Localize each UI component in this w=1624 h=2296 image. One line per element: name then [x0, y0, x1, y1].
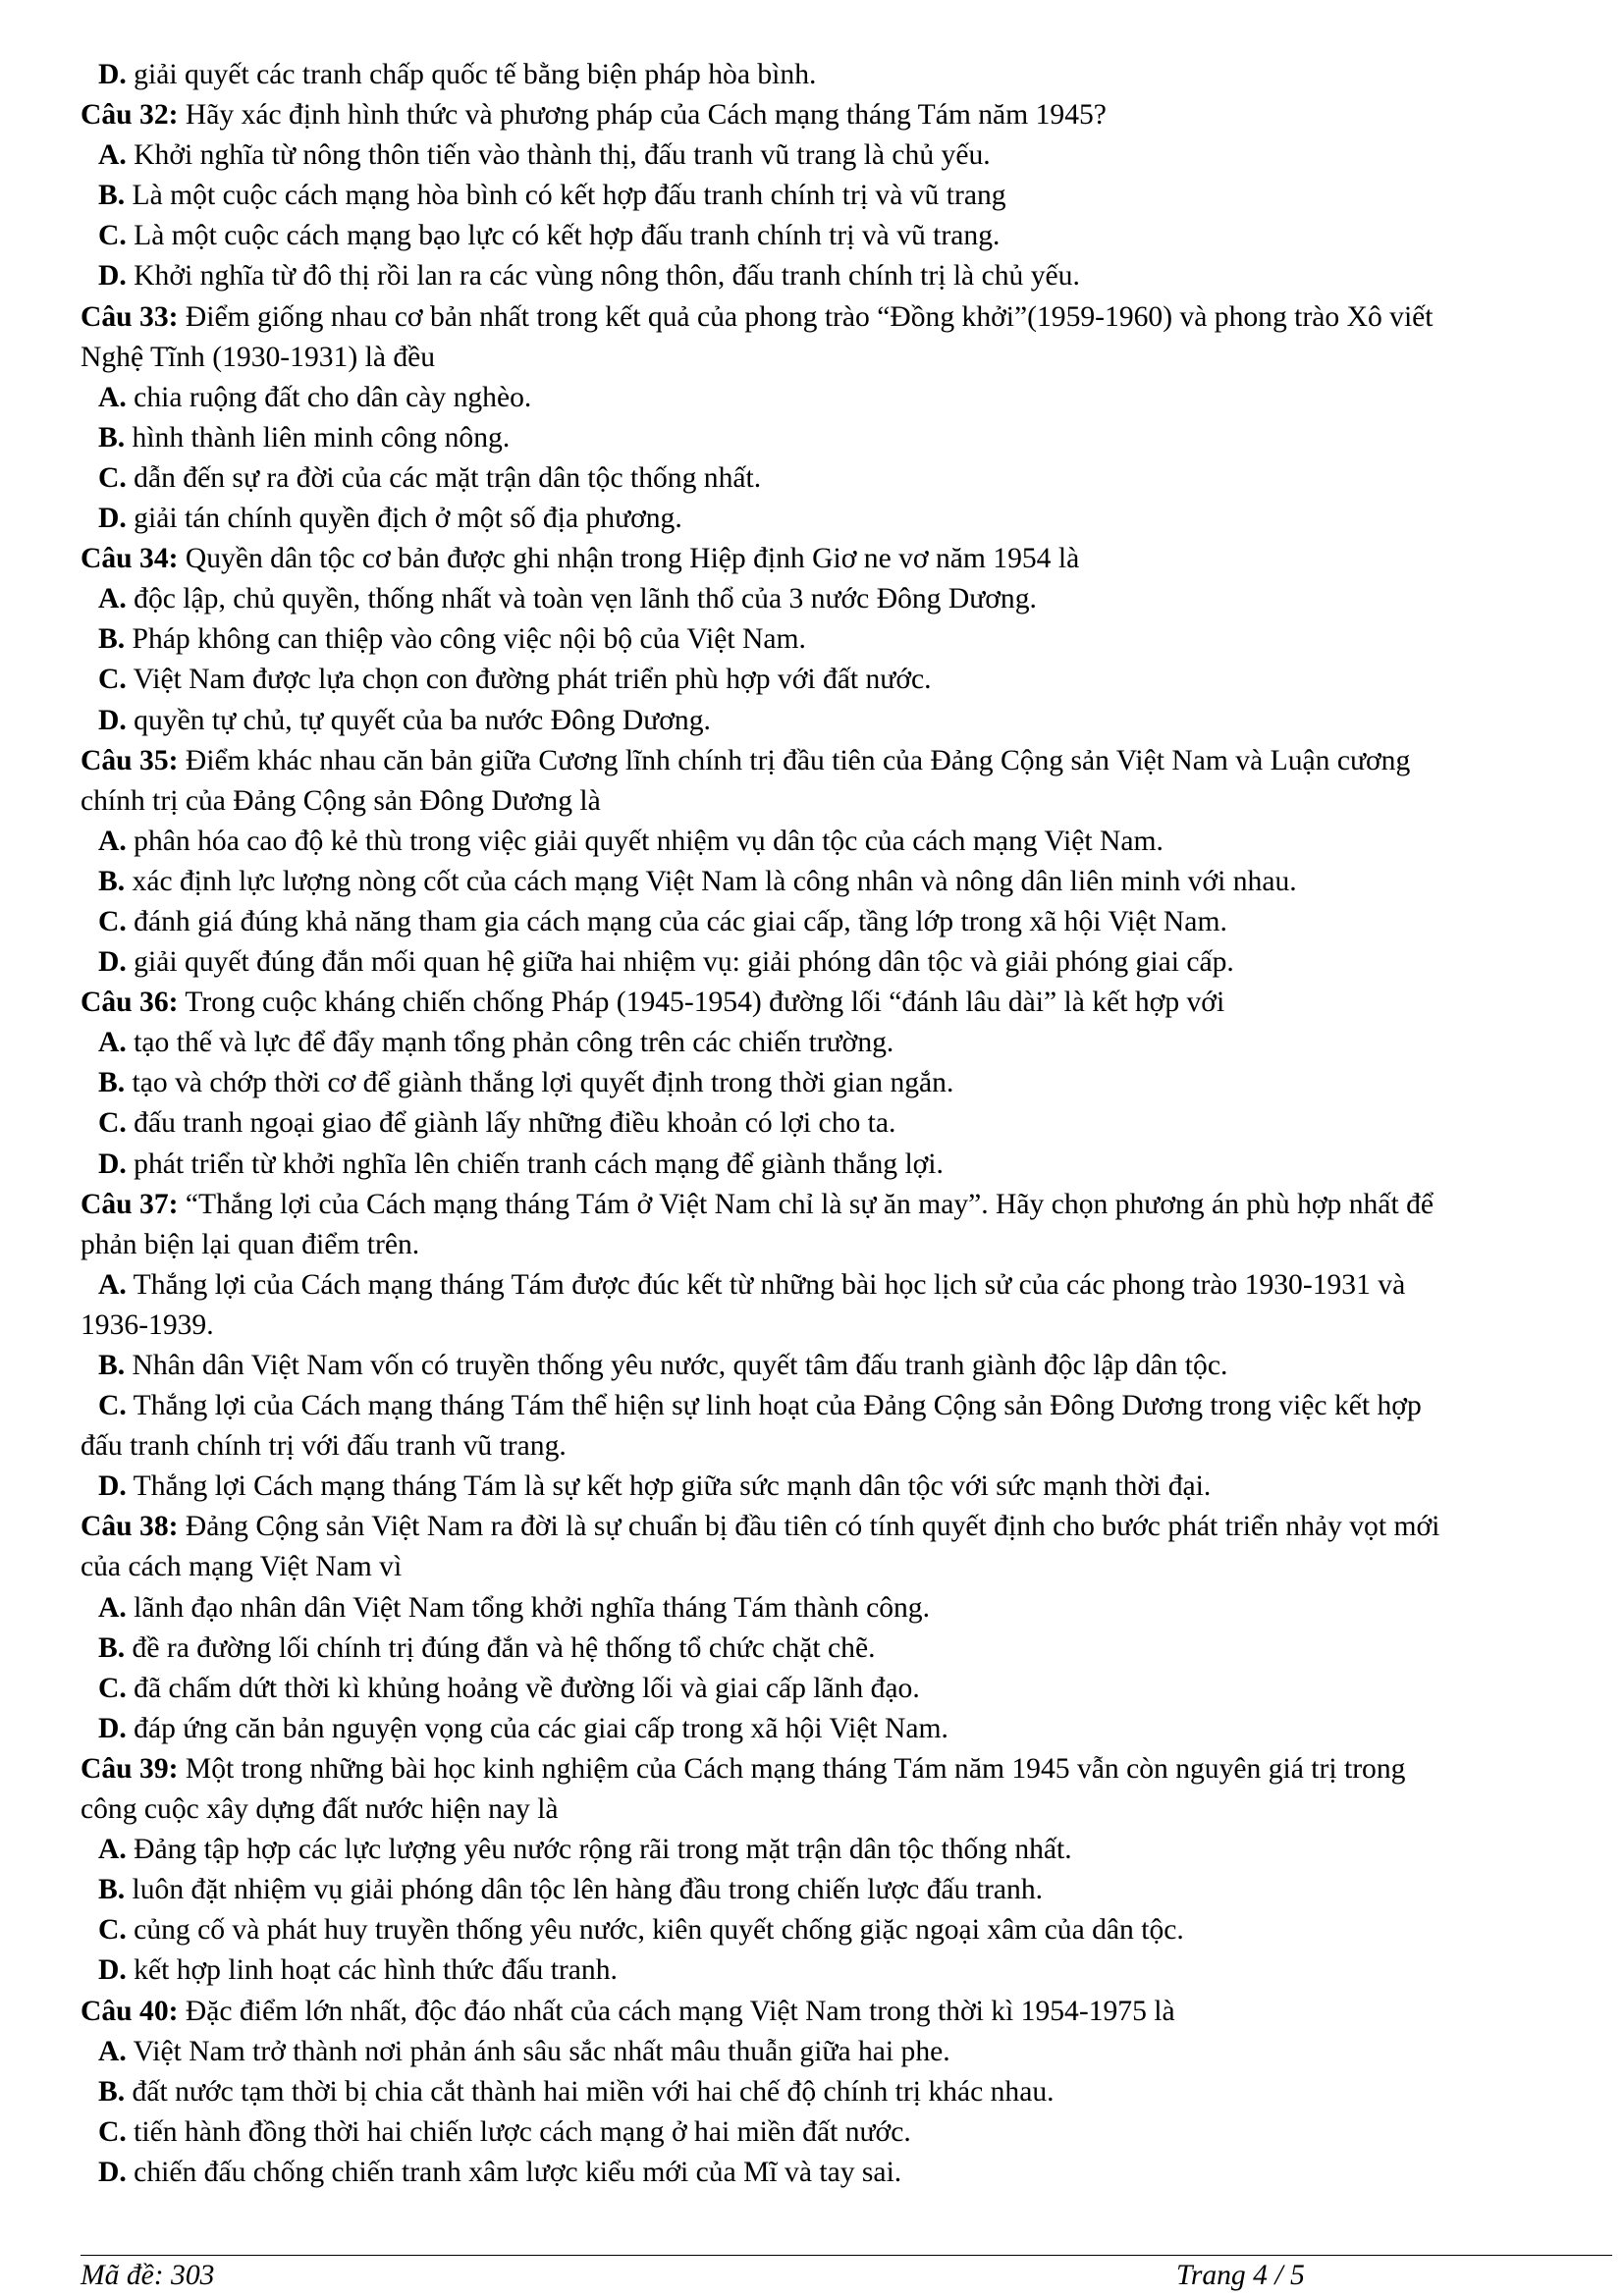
option-text: Khởi nghĩa từ nông thôn tiến vào thành thị, đấu tranh vũ trang là chủ yếu. — [126, 139, 991, 172]
option-label: D. — [98, 704, 127, 736]
option-label: A. — [98, 1268, 127, 1301]
option-c — [81, 216, 1612, 256]
option-label: B. — [98, 1067, 126, 1099]
option-text: đề ra đường lối chính trị đúng đắn và hệ thống tổ chức chặt chẽ. — [125, 1631, 876, 1664]
option-text: độc lập, chủ quyền, thống nhất và toàn vẹn lãnh thổ của 3 nước Đông Dương. — [126, 583, 1037, 615]
option-d — [81, 256, 1612, 296]
option-c — [81, 902, 1612, 942]
question-number: Câu 32: — [81, 99, 179, 132]
option-label: D. — [98, 946, 127, 979]
question-stem — [81, 1185, 1612, 1225]
option-text: củng cố và phát huy truyền thống yêu nước, kiên quyết chống giặc ngoại xâm của dân tộc. — [126, 1914, 1184, 1947]
option-text: tiến hành đồng thời hai chiến lược cách mạng ở hai miền đất nước. — [126, 2115, 911, 2148]
option-text: Thắng lợi của Cách mạng tháng Tám thể hiện sự linh hoạt của Đảng Cộng sản Đông Dương trong việc kết hợp — [126, 1390, 1422, 1422]
option-text: giải quyết các tranh chấp quốc tế bằng biện pháp hòa bình. — [126, 59, 817, 90]
question-stem-continued — [81, 338, 1612, 378]
question-block — [81, 95, 1612, 296]
option-d — [81, 499, 1612, 539]
option-label: D. — [98, 1712, 127, 1744]
option-text: luôn đặt nhiệm vụ giải phóng dân tộc lên hàng đầu trong chiến lược đấu tranh. — [125, 1874, 1044, 1906]
option-label: C. — [98, 461, 127, 494]
option-text: Pháp không can thiệp vào công việc nội bộ của Việt Nam. — [125, 623, 806, 656]
question-text: Quyền dân tộc cơ bản được ghi nhận trong Hiệp định Giơ ne vơ năm 1954 là — [178, 543, 1080, 575]
option-label: A. — [98, 1591, 127, 1624]
question-stem-continued — [81, 781, 1612, 822]
option-text: phát triển từ khởi nghĩa lên chiến tranh cách mạng để giành thắng lợi. — [126, 1148, 944, 1180]
option-label: D. — [98, 59, 127, 90]
question-number: Câu 34: — [81, 543, 179, 575]
exam-page-content — [81, 55, 1612, 2193]
option-c — [81, 660, 1612, 700]
option-label: C. — [98, 1914, 127, 1947]
question-text: phản biện lại quan điểm trên. — [81, 1228, 420, 1260]
question-text: của cách mạng Việt Nam vì — [81, 1551, 403, 1583]
option-text: giải quyết đúng đắn mối quan hệ giữa hai nhiệm vụ: giải phóng dân tộc và giải phóng giai cấp. — [126, 946, 1234, 979]
option-text: Thắng lợi của Cách mạng tháng Tám được đúc kết từ những bài học lịch sử của các phong trào 1930-1931 và — [126, 1268, 1406, 1301]
option-c — [81, 1669, 1612, 1709]
option-d — [81, 1709, 1612, 1749]
question-text: Đặc điểm lớn nhất, độc đáo nhất của cách mạng Việt Nam trong thời kì 1954-1975 là — [178, 1995, 1175, 2027]
option-text: Là một cuộc cách mạng hòa bình có kết hợp đấu tranh chính trị và vũ trang — [125, 180, 1006, 212]
option-a — [81, 1588, 1612, 1629]
option-text-continued — [81, 1426, 1612, 1467]
option-d — [81, 2153, 1612, 2193]
option-a — [81, 2032, 1612, 2072]
footer-divider — [81, 2255, 1612, 2256]
option-label: D. — [98, 260, 127, 293]
question-number: Câu 40: — [81, 1995, 179, 2027]
option-label: B. — [98, 1350, 126, 1381]
option-c — [81, 458, 1612, 499]
option-label: C. — [98, 1672, 127, 1704]
question-stem — [81, 95, 1612, 135]
question-stem — [81, 539, 1612, 579]
option-a — [81, 579, 1612, 619]
option-label: B. — [98, 2075, 126, 2108]
question-text: Đảng Cộng sản Việt Nam ra đời là sự chuẩn bị đầu tiên có tính quyết định cho bước phát triển nhảy vọt mới — [178, 1511, 1440, 1543]
option-a — [81, 378, 1612, 418]
question-stem-continued — [81, 1547, 1612, 1587]
question-block — [81, 297, 1612, 540]
option-d — [81, 55, 1612, 95]
option-d — [81, 1145, 1612, 1185]
option-label: A. — [98, 2035, 127, 2067]
question-stem-continued — [81, 1225, 1612, 1265]
option-label: D. — [98, 1148, 127, 1180]
question-block — [81, 539, 1612, 740]
option-a — [81, 1830, 1612, 1870]
option-text: đã chấm dứt thời kì khủng hoảng về đường lối và giai cấp lãnh đạo. — [126, 1672, 920, 1704]
option-text: đấu tranh ngoại giao để giành lấy những điều khoản có lợi cho ta. — [126, 1107, 896, 1140]
option-label: A. — [98, 583, 127, 615]
option-text: xác định lực lượng nòng cốt của cách mạng Việt Nam là công nhân và nông dân liên minh với nhau. — [125, 865, 1297, 897]
option-text: Khởi nghĩa từ đô thị rồi lan ra các vùng nông thôn, đấu tranh chính trị là chủ yếu. — [126, 260, 1080, 293]
option-label: A. — [98, 139, 127, 172]
question-stem — [81, 1749, 1612, 1789]
option-label: C. — [98, 2115, 127, 2148]
option-text: chia ruộng đất cho dân cày nghèo. — [126, 381, 532, 413]
question-number: Câu 38: — [81, 1511, 179, 1543]
option-label: B. — [98, 623, 126, 656]
option-label: B. — [98, 421, 126, 454]
option-d — [81, 1467, 1612, 1507]
option-c — [81, 1386, 1612, 1426]
question-block — [81, 741, 1612, 984]
option-text: đáp ứng căn bản nguyện vọng của các giai cấp trong xã hội Việt Nam. — [126, 1712, 948, 1744]
option-b — [81, 418, 1612, 458]
option-label: C. — [98, 1390, 127, 1422]
question-block — [81, 1185, 1612, 1508]
question-stem — [81, 1507, 1612, 1547]
option-label: B. — [98, 180, 126, 212]
option-b — [81, 2072, 1612, 2112]
question-text: Hãy xác định hình thức và phương pháp của Cách mạng tháng Tám năm 1945? — [178, 99, 1107, 132]
option-label: A. — [98, 1834, 127, 1866]
question-text: Nghệ Tĩnh (1930-1931) là đều — [81, 341, 436, 373]
question-number: Câu 35: — [81, 744, 179, 776]
question-list — [81, 95, 1612, 2193]
question-number: Câu 33: — [81, 300, 179, 333]
option-a — [81, 1265, 1612, 1306]
option-text: đấu tranh chính trị với đấu tranh vũ trang. — [81, 1430, 567, 1463]
option-text: Thắng lợi Cách mạng tháng Tám là sự kết hợp giữa sức mạnh dân tộc với sức mạnh thời đại. — [126, 1470, 1212, 1503]
option-d — [81, 1950, 1612, 1991]
option-b — [81, 619, 1612, 660]
option-text: 1936-1939. — [81, 1308, 214, 1341]
question-stem — [81, 1992, 1612, 2032]
option-label: B. — [98, 1874, 126, 1906]
option-c — [81, 1103, 1612, 1144]
option-text: Việt Nam trở thành nơi phản ánh sâu sắc nhất mâu thuẫn giữa hai phe. — [126, 2035, 950, 2067]
option-label: C. — [98, 664, 127, 696]
option-text: Việt Nam được lựa chọn con đường phát triển phù hợp với đất nước. — [126, 664, 932, 696]
option-text: tạo thế và lực để đẩy mạnh tổng phản công trên các chiến trường. — [126, 1027, 894, 1059]
option-text: dẫn đến sự ra đời của các mặt trận dân tộc thống nhất. — [126, 461, 762, 494]
option-text: tạo và chớp thời cơ để giành thắng lợi quyết định trong thời gian ngắn. — [125, 1067, 954, 1099]
question-stem-continued — [81, 1789, 1612, 1830]
option-text: phân hóa cao độ kẻ thù trong việc giải quyết nhiệm vụ dân tộc của cách mạng Việt Nam. — [126, 825, 1164, 857]
option-a — [81, 822, 1612, 862]
question-stem — [81, 297, 1612, 338]
option-a — [81, 135, 1612, 176]
option-text: kết hợp linh hoạt các hình thức đấu tranh. — [126, 1954, 618, 1987]
question-number: Câu 36: — [81, 987, 179, 1019]
question-text: Trong cuộc kháng chiến chống Pháp (1945-1954) đường lối “đánh lâu dài” là kết hợp với — [178, 987, 1225, 1019]
option-b — [81, 1063, 1612, 1103]
question-block — [81, 1507, 1612, 1749]
option-text: Nhân dân Việt Nam vốn có truyền thống yêu nước, quyết tâm đấu tranh giành độc lập dân tộc. — [125, 1350, 1228, 1381]
option-c — [81, 1910, 1612, 1950]
option-label: C. — [98, 220, 127, 252]
page-number: Trang 4 / 5 — [1176, 2260, 1305, 2291]
option-text: Đảng tập hợp các lực lượng yêu nước rộng rãi trong mặt trận dân tộc thống nhất. — [126, 1834, 1072, 1866]
question-number: Câu 37: — [81, 1188, 179, 1220]
question-text: Điểm khác nhau căn bản giữa Cương lĩnh chính trị đầu tiên của Đảng Cộng sản Việt Nam và Luận cương — [178, 744, 1411, 776]
option-text-continued — [81, 1306, 1612, 1346]
option-text: quyền tự chủ, tự quyết của ba nước Đông Dương. — [126, 704, 711, 736]
exam-code: Mã đề: 303 — [81, 2260, 215, 2291]
option-label: D. — [98, 1470, 127, 1503]
question-stem — [81, 983, 1612, 1023]
question-text: “Thắng lợi của Cách mạng tháng Tám ở Việt Nam chỉ là sự ăn may”. Hãy chọn phương án phù hợp nhất để — [178, 1188, 1434, 1220]
option-label: B. — [98, 865, 126, 897]
question-block — [81, 1749, 1612, 1992]
option-a — [81, 1023, 1612, 1063]
option-label: B. — [98, 1631, 126, 1664]
option-label: A. — [98, 1027, 127, 1059]
option-text: hình thành liên minh công nông. — [125, 421, 511, 454]
option-label: D. — [98, 1954, 127, 1987]
option-label: D. — [98, 503, 127, 535]
question-block — [81, 983, 1612, 1184]
option-b — [81, 1346, 1612, 1386]
question-block — [81, 1992, 1612, 2193]
option-text: lãnh đạo nhân dân Việt Nam tổng khởi nghĩa tháng Tám thành công. — [126, 1591, 931, 1624]
question-stem — [81, 741, 1612, 781]
option-d — [81, 942, 1612, 983]
option-label: C. — [98, 1107, 127, 1140]
question-text: Một trong những bài học kinh nghiệm của Cách mạng tháng Tám năm 1945 vẫn còn nguyên giá trị trong — [178, 1752, 1406, 1785]
option-label: A. — [98, 825, 127, 857]
option-b — [81, 1629, 1612, 1669]
option-b — [81, 1870, 1612, 1910]
option-text: giải tán chính quyền địch ở một số địa phương. — [126, 503, 682, 535]
option-text: chiến đấu chống chiến tranh xâm lược kiểu mới của Mĩ và tay sai. — [126, 2156, 902, 2188]
option-label: C. — [98, 905, 127, 937]
option-d — [81, 701, 1612, 741]
option-b — [81, 176, 1612, 216]
option-label: D. — [98, 2156, 127, 2188]
question-number: Câu 39: — [81, 1752, 179, 1785]
question-text: Điểm giống nhau cơ bản nhất trong kết quả của phong trào “Đồng khởi”(1959-1960) và phong trào Xô viết — [178, 300, 1434, 333]
option-c — [81, 2112, 1612, 2153]
question-text: chính trị của Đảng Cộng sản Đông Dương là — [81, 784, 601, 817]
option-text: đánh giá đúng khả năng tham gia cách mạng của các giai cấp, tầng lớp trong xã hội Việt Nam. — [126, 905, 1227, 937]
question-text: công cuộc xây dựng đất nước hiện nay là — [81, 1793, 559, 1826]
option-label: A. — [98, 381, 127, 413]
option-b — [81, 862, 1612, 902]
option-text: đất nước tạm thời bị chia cắt thành hai miền với hai chế độ chính trị khác nhau. — [125, 2075, 1055, 2108]
option-text: Là một cuộc cách mạng bạo lực có kết hợp đấu tranh chính trị và vũ trang. — [126, 220, 1001, 252]
